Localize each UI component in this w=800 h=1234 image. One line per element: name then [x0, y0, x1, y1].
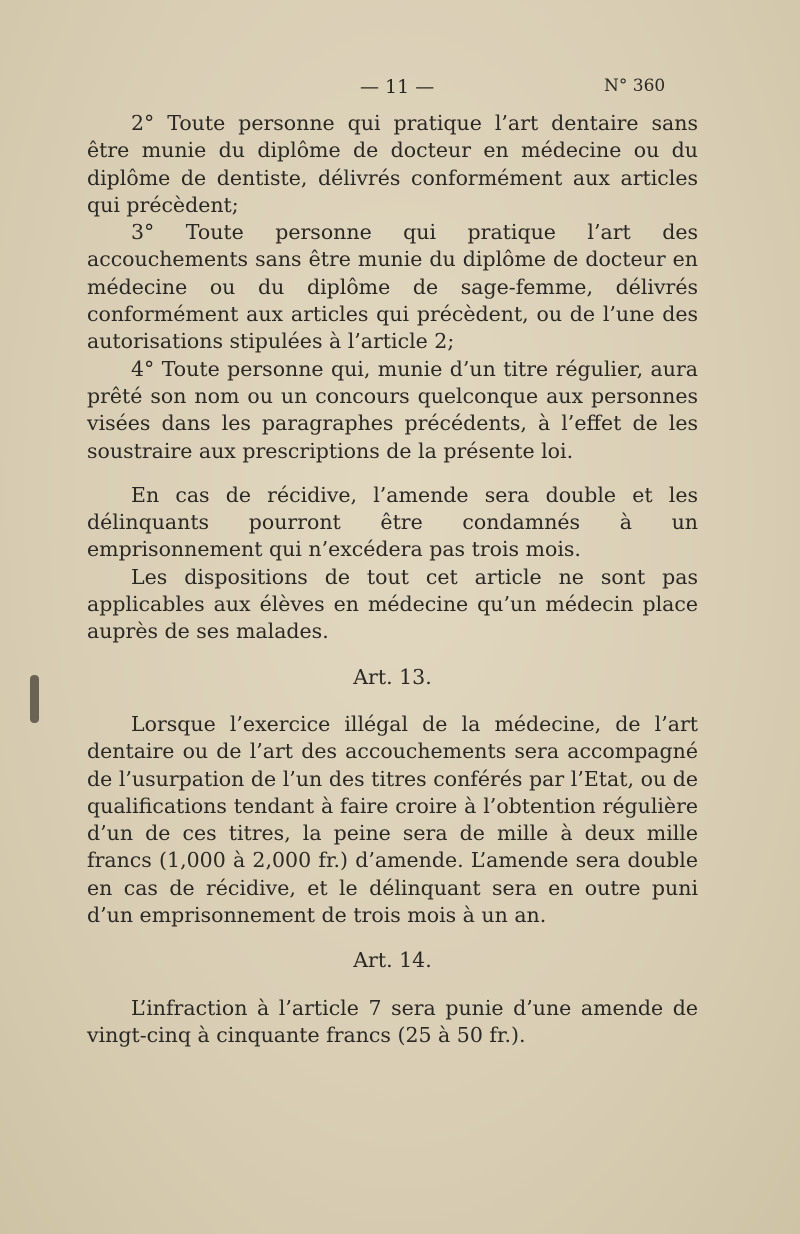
article-14-heading: Art. 14. [353, 948, 432, 973]
paragraph-item-4: 4° Toute personne qui, munie d’un titre régulier, aura prêté son nom ou un concours quelconque aux personnes visées dans les paragraphes précédents, à l’effet de les soustraire aux prescriptions de la présente loi. [87, 356, 698, 463]
article-13-text: Lorsque l’exercice illégal de la médecine, de l’art dentaire ou de l’art des accouchements sera accompagné de l’usurpation de l’un des titres conférés par l’Etat, ou de qualifications tendant à faire croire à l’obtention régulière d’un de ces titres, la peine sera de mille à deux mille francs (1,000 à 2,000 fr.) d’amende. L’amende sera double en cas de récidive, et le délinquant sera en outre puni d’un emprisonnement de trois mois à un an. [87, 711, 698, 928]
page-number: — 11 — [360, 76, 435, 98]
paragraph-dispositions: Les dispositions de tout cet article ne sont pas applicables aux élèves en médecine qu’un médecin place auprès de ses malades. [87, 564, 698, 644]
article-13-heading: Art. 13. [353, 664, 432, 689]
document-number: N° 360 [604, 76, 666, 96]
paragraph-item-3: 3° Toute personne qui pratique l’art des accouchements sans être munie du diplôme de docteur en médecine ou du diplôme de sage-femme, délivrés conformément aux articles qui précèdent, ou de l’une des autorisations stipulées à l’article 2; [87, 220, 698, 354]
paragraph-item-2: 2° Toute personne qui pratique l’art dentaire sans être munie du diplôme de docteur en médecine ou du diplôme de dentiste, délivrés conformément aux articles qui précèdent; [87, 111, 698, 217]
article-14-text: L’infraction à l’article 7 sera punie d’une amende de vingt-cinq à cinquante francs (25 à 50 fr.). [87, 995, 698, 1047]
binding-mark [30, 675, 39, 723]
page-header [0, 76, 800, 102]
page-body [87, 110, 698, 1049]
paragraph-recidive: En cas de récidive, l’amende sera double et les délinquants pourront être condamnés à un emprisonnement qui n’excédera pas trois mois. [87, 482, 698, 562]
